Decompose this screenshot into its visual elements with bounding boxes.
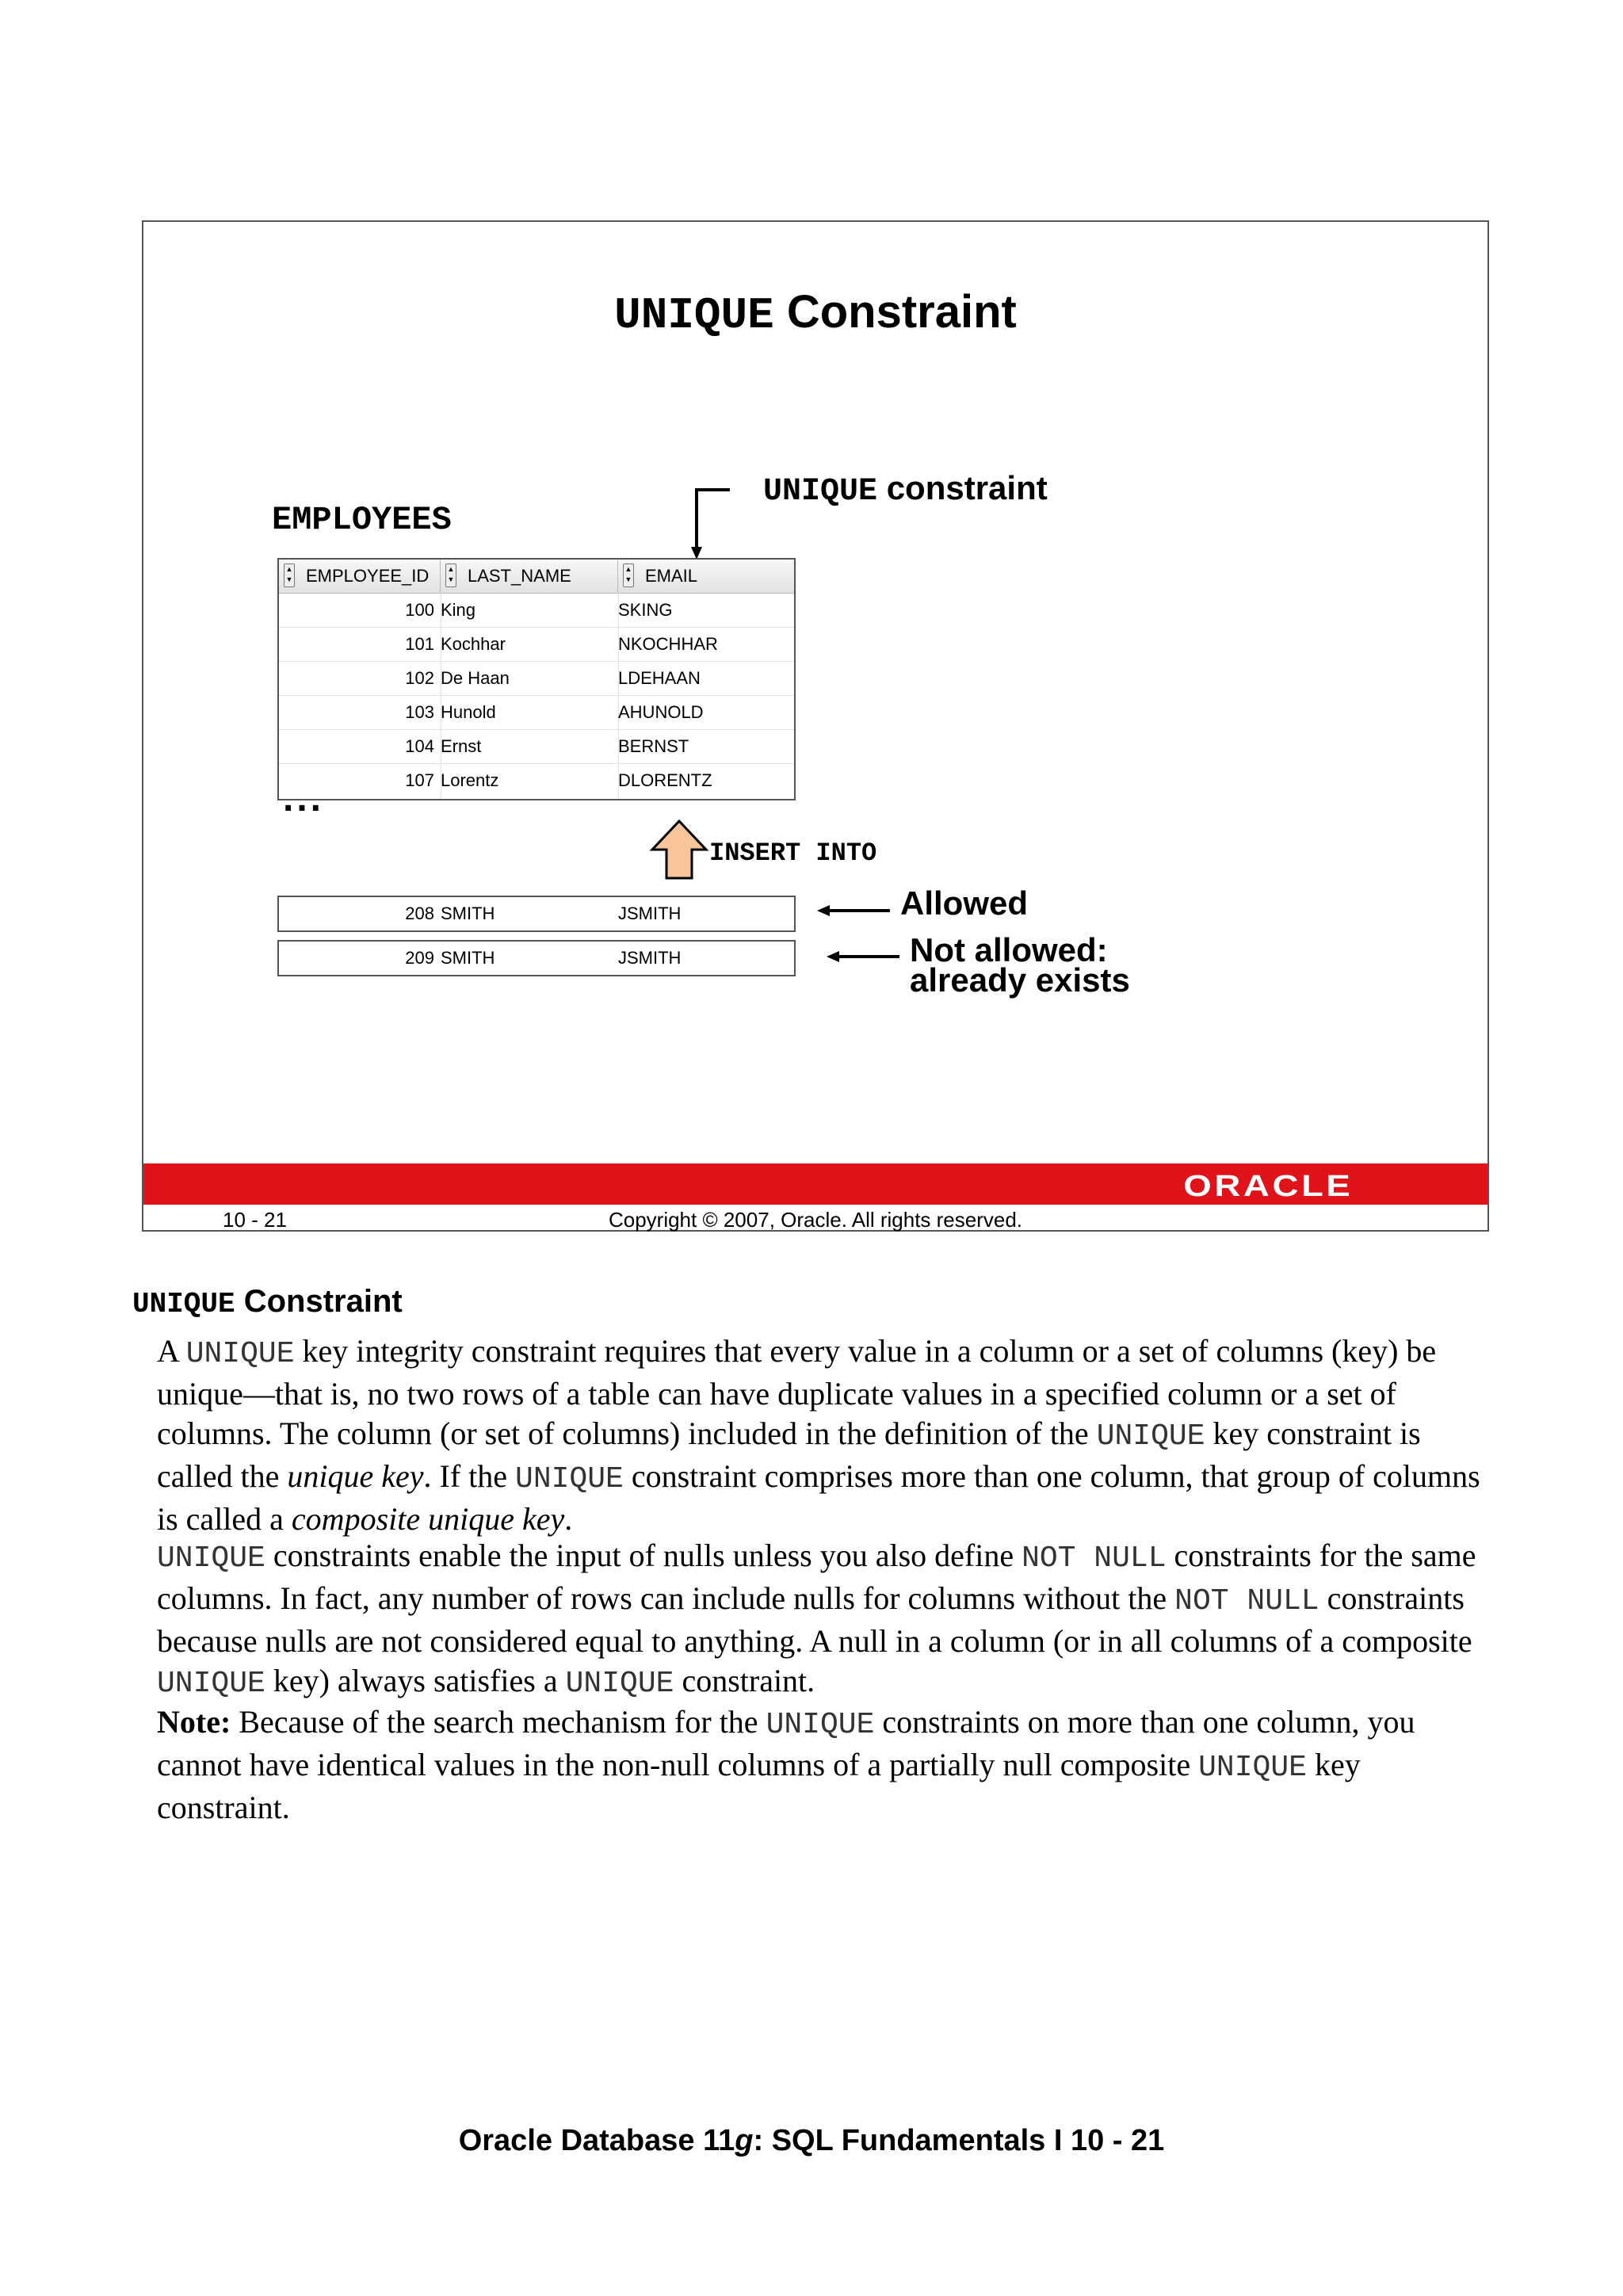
slide-title: UNIQUE Constraint (614, 286, 1017, 341)
table-row: 101 Kochhar NKOCHHAR (279, 627, 794, 662)
insert-into-label: INSERT INTO (709, 839, 877, 868)
sort-icon: ▲ ▼ (623, 563, 634, 587)
table-header (279, 560, 794, 594)
more-rows-ellipsis: ... (283, 777, 325, 819)
notes-paragraph-2: UNIQUE constraints enable the input of nulls unless you also define NOT NULL constraints for the same columns. In fact, any number of rows can include nulls for columns without the NOT NULL constraints because nulls are not considered equal to anything. A null in a column (or in all columns of a composite UNIQUE key) always satisfies a UNIQUE constraint. (157, 1538, 1476, 1701)
column-header-email[interactable]: ▲ ▼ EMAIL (618, 560, 794, 593)
unique-pointer-arrow-icon (682, 483, 777, 563)
table-name-label: EMPLOYEES (272, 501, 452, 539)
table-row: 107 Lorentz DLORENTZ (405, 770, 712, 790)
page-footer: Oracle Database 11g: SQL Fundamentals I 10 - 21 (458, 2124, 1165, 2157)
unique-constraint-label: UNIQUE constraint (763, 469, 1048, 510)
notes-paragraph-note: Note: Because of the search mechanism for the UNIQUE constraints on more than one column, you cannot have identical values in the non-null columns of a partially null composite UNIQUE key constraint. (157, 1704, 1415, 1825)
table-row: 102 De Haan LDEHAAN (279, 661, 794, 696)
notes-paragraph-1: A UNIQUE key integrity constraint requires that every value in a column or a set of columns (key) be unique—that is, no two rows of a table can have duplicate values in a specified column or a set of columns. The column (or set of columns) included in the definition of the UNIQUE key constraint is called the unique key. If the UNIQUE constraint comprises more than one column, that group of columns is called a composite unique key. (157, 1333, 1480, 1537)
oracle-logo: ORACLE (1182, 1170, 1353, 1203)
table-row: 104 Ernst BERNST (279, 729, 794, 764)
column-header-last-name[interactable]: ▲ ▼ LAST_NAME (441, 560, 618, 593)
slide-copyright: Copyright © 2007, Oracle. All rights reserved. (608, 1208, 1023, 1232)
sort-icon: ▲ ▼ (284, 563, 295, 587)
table-row: 103 Hunold AHUNOLD (279, 695, 794, 730)
not-allowed-label: Not allowed: already exists (910, 931, 1130, 999)
insert-arrow-icon (647, 818, 711, 881)
oracle-footer-bar (143, 1163, 1487, 1205)
notes-heading: UNIQUE Constraint (132, 1284, 403, 1320)
allowed-label: Allowed (900, 884, 1029, 922)
column-header-employee-id[interactable]: ▲ ▼ EMPLOYEE_ID (279, 560, 441, 593)
slide-frame (142, 220, 1489, 1232)
sort-icon: ▲ ▼ (445, 563, 456, 587)
employees-table (277, 558, 796, 800)
allowed-arrow-icon (815, 899, 895, 923)
not-allowed-arrow-icon (825, 945, 904, 968)
insert-row-not-allowed: 209 SMITH JSMITH (277, 940, 796, 976)
insert-row-allowed: 208 SMITH JSMITH (277, 896, 796, 932)
table-row: 100 King SKING (279, 593, 794, 628)
slide-number: 10 - 21 (223, 1208, 287, 1232)
